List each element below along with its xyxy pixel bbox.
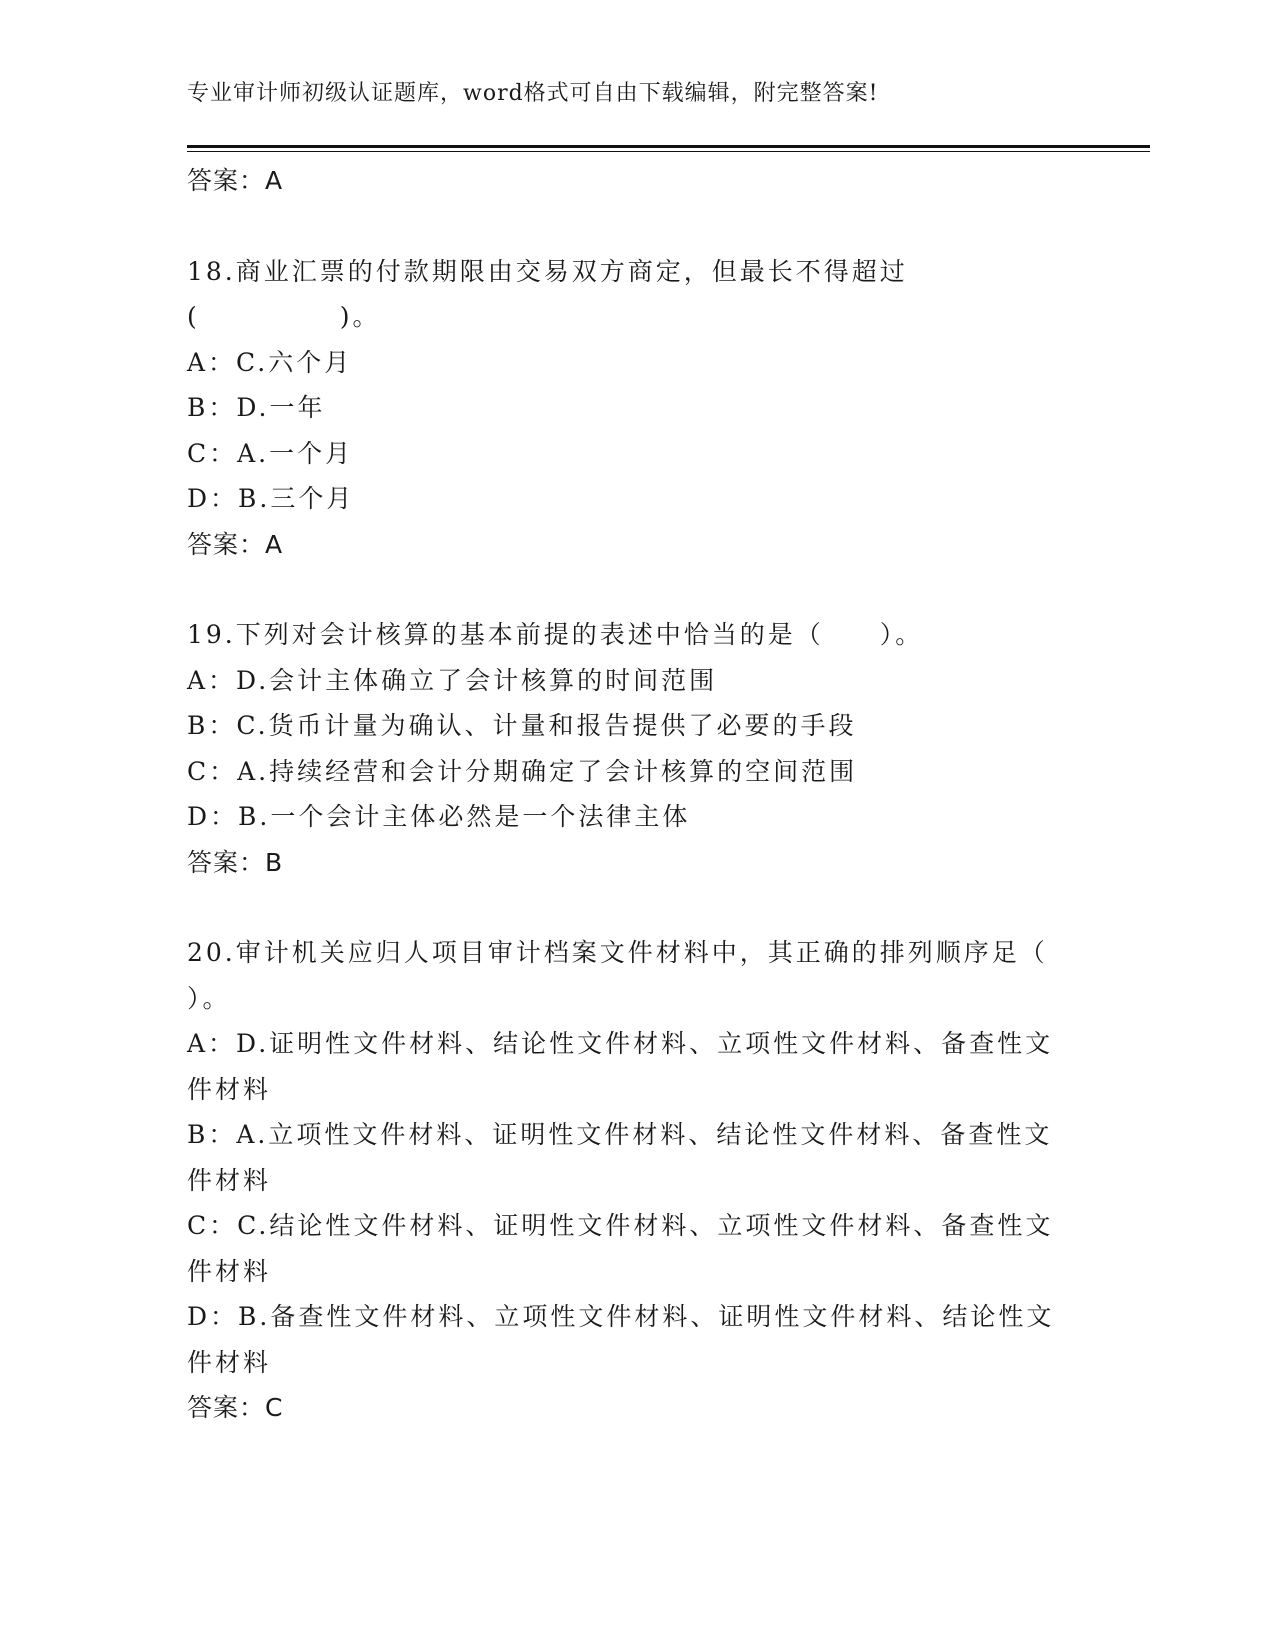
question-stem: 18.商业汇票的付款期限由交易双方商定，但最长不得超过: [187, 256, 908, 286]
question-stem: 19.下列对会计核算的基本前提的表述中恰当的是（ ）。: [187, 620, 924, 649]
option-b-continued: 件材料: [187, 1165, 272, 1195]
previous-answer: 答案：A: [187, 166, 284, 195]
option-a: A：D.证明性文件材料、结论性文件材料、立项性文件材料、备查性文: [187, 1029, 1054, 1058]
answer: 答案：B: [187, 847, 284, 877]
page-header: 专业审计师初级认证题库，word格式可自由下载编辑，附完整答案!: [187, 81, 879, 106]
question-19: [187, 612, 1087, 885]
header-rule-thin: [187, 151, 1150, 152]
option-d-continued: 件材料: [187, 1347, 272, 1377]
option-d: D：B.三个月: [187, 484, 355, 513]
option-b: B：D.一年: [187, 393, 326, 422]
option-b: B：A.立项性文件材料、证明性文件材料、结论性文件材料、备查性文: [187, 1120, 1053, 1149]
question-stem: ( )。: [187, 302, 381, 331]
option-a-continued: 件材料: [187, 1074, 272, 1104]
option-c: C：A.一个月: [187, 438, 354, 468]
option-d: D：B.一个会计主体必然是一个法律主体: [187, 802, 691, 831]
option-c-continued: 件材料: [187, 1256, 272, 1286]
option-a: A：D.会计主体确立了会计核算的时间范围: [187, 665, 718, 695]
question-20: [187, 930, 1087, 1431]
question-stem: ）。: [187, 983, 231, 1013]
option-b: B：C.货币计量为确认、计量和报告提供了必要的手段: [187, 711, 857, 740]
option-c: C：C.结论性文件材料、证明性文件材料、立项性文件材料、备查性文: [187, 1211, 1054, 1240]
question-18: [187, 249, 1087, 568]
header-rule-thick: [187, 145, 1150, 148]
document-body: [187, 158, 1087, 1431]
option-d: D：B.备查性文件材料、立项性文件材料、证明性文件材料、结论性文: [187, 1302, 1055, 1331]
option-a: A：C.六个月: [187, 347, 353, 377]
question-stem: 20.审计机关应归人项目审计档案文件材料中，其正确的排列顺序足（: [187, 938, 1048, 967]
option-c: C：A.持续经营和会计分期确定了会计核算的空间范围: [187, 756, 858, 786]
answer: 答案：A: [187, 529, 284, 559]
answer: 答案：C: [187, 1393, 284, 1422]
